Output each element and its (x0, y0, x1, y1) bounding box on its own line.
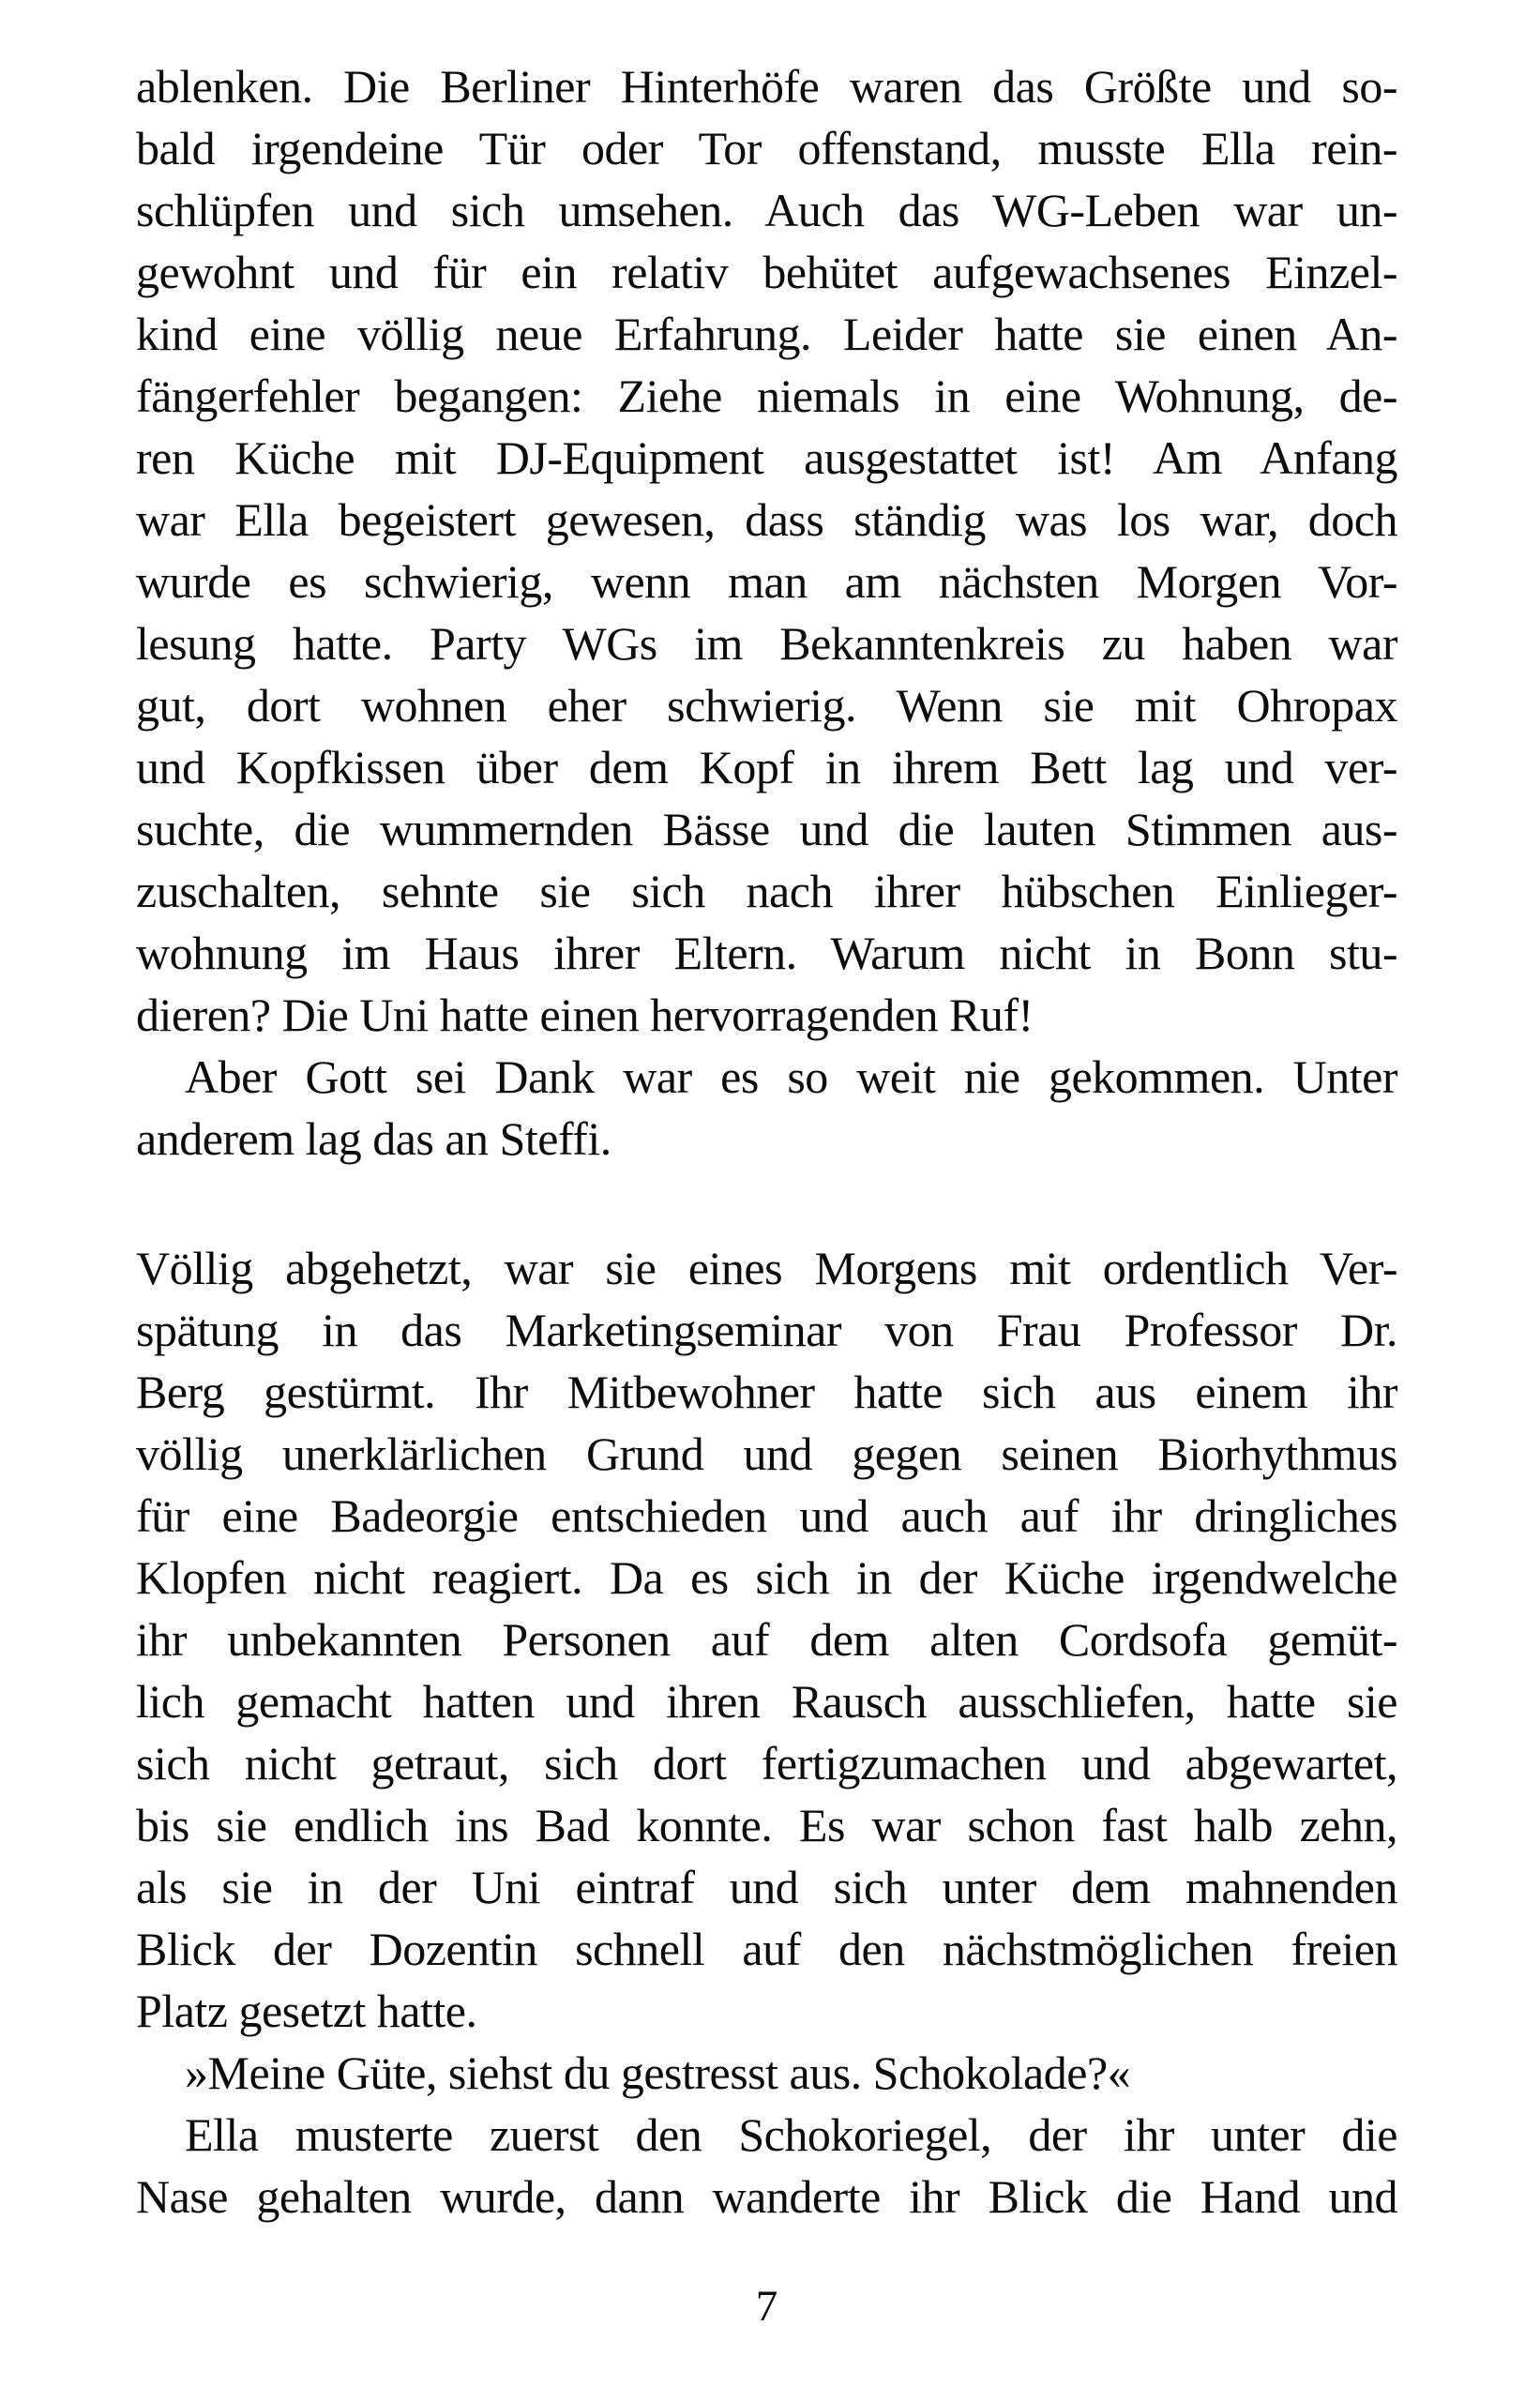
text-line: Völlig abgehetzt, war sie eines Morgens mit ordentlich Ver- (136, 1242, 1397, 1294)
text-line: »Meine Güte, siehst du gestresst aus. Schokolade?« (185, 2046, 1131, 2099)
paragraph (136, 55, 1397, 1046)
text-line: bis sie endlich ins Bad konnte. Es war schon fast halb zehn, (136, 1799, 1397, 1851)
text-line: ihr unbekannten Personen auf dem alten Cordsofa gemüt- (136, 1613, 1397, 1666)
text-line: spätung in das Marketingseminar von Frau Professor Dr. (136, 1304, 1397, 1356)
text-line: zuschalten, sehnte sie sich nach ihrer hübschen Einlieger- (136, 865, 1397, 917)
dialogue-paragraph (136, 2042, 1397, 2104)
text-line: gut, dort wohnen eher schwierig. Wenn sie mit Ohropax (136, 679, 1397, 732)
paragraph (136, 1237, 1397, 2042)
text-line: für eine Badeorgie entschieden und auch auf ihr dringliches (136, 1489, 1397, 1542)
text-line: ren Küche mit DJ-Equipment ausgestattet ist! Am Anfang (136, 431, 1397, 484)
text-line: Blick der Dozentin schnell auf den nächstmöglichen freien (136, 1923, 1397, 1975)
page-number: 7 (755, 2282, 778, 2331)
text-line: gewohnt und für ein relativ behütet aufgewachsenes Einzel- (136, 246, 1397, 298)
text-line: lich gemacht hatten und ihren Rausch ausschliefen, hatte sie (136, 1675, 1397, 1728)
paragraph (136, 1046, 1397, 1170)
text-line: bald irgendeine Tür oder Tor offenstand, musste Ella rein- (136, 122, 1397, 174)
text-line: dieren? Die Uni hatte einen hervorragenden Ruf! (136, 989, 1034, 1041)
text-line: war Ella begeistert gewesen, dass ständig was los war, doch (136, 493, 1397, 546)
text-line: Nase gehalten wurde, dann wanderte ihr Blick die Hand und (136, 2170, 1397, 2223)
text-line: Platz gesetzt hatte. (136, 1985, 477, 2037)
text-line: suchte, die wummernden Bässe und die lauten Stimmen aus- (136, 803, 1397, 855)
text-line: anderem lag das an Steffi. (136, 1112, 611, 1165)
text-line: sich nicht getraut, sich dort fertigzumachen und abgewartet, (136, 1737, 1397, 1789)
text-line: ablenken. Die Berliner Hinterhöfe waren das Größte und so- (136, 60, 1397, 113)
text-line: völlig unerklärlichen Grund und gegen seinen Biorhythmus (136, 1427, 1397, 1480)
paragraph (136, 2104, 1397, 2227)
text-line: Ella musterte zuerst den Schokoriegel, der ihr unter die (185, 2108, 1397, 2161)
text-line: Klopfen nicht reagiert. Da es sich in der Küche irgendwelche (136, 1551, 1397, 1604)
text-line: kind eine völlig neue Erfahrung. Leider hatte sie einen An- (136, 308, 1397, 360)
text-line: als sie in der Uni eintraf und sich unter dem mahnenden (136, 1861, 1397, 1913)
text-line: und Kopfkissen über dem Kopf in ihrem Bett lag und ver- (136, 741, 1397, 793)
text-line: wurde es schwierig, wenn man am nächsten Morgen Vor- (136, 555, 1397, 608)
text-line: schlüpfen und sich umsehen. Auch das WG-Leben war un- (136, 184, 1397, 236)
text-line: Berg gestürmt. Ihr Mitbewohner hatte sich aus einem ihr (136, 1366, 1397, 1418)
scene-break (136, 1170, 1397, 1237)
text-line: fängerfehler begangen: Ziehe niemals in eine Wohnung, de- (136, 370, 1397, 422)
text-line: lesung hatte. Party WGs im Bekanntenkreis zu haben war (136, 617, 1397, 670)
text-line: wohnung im Haus ihrer Eltern. Warum nicht in Bonn stu- (136, 927, 1397, 979)
text-block (136, 55, 1397, 2227)
text-line: Aber Gott sei Dank war es so weit nie gekommen. Unter (185, 1050, 1397, 1103)
